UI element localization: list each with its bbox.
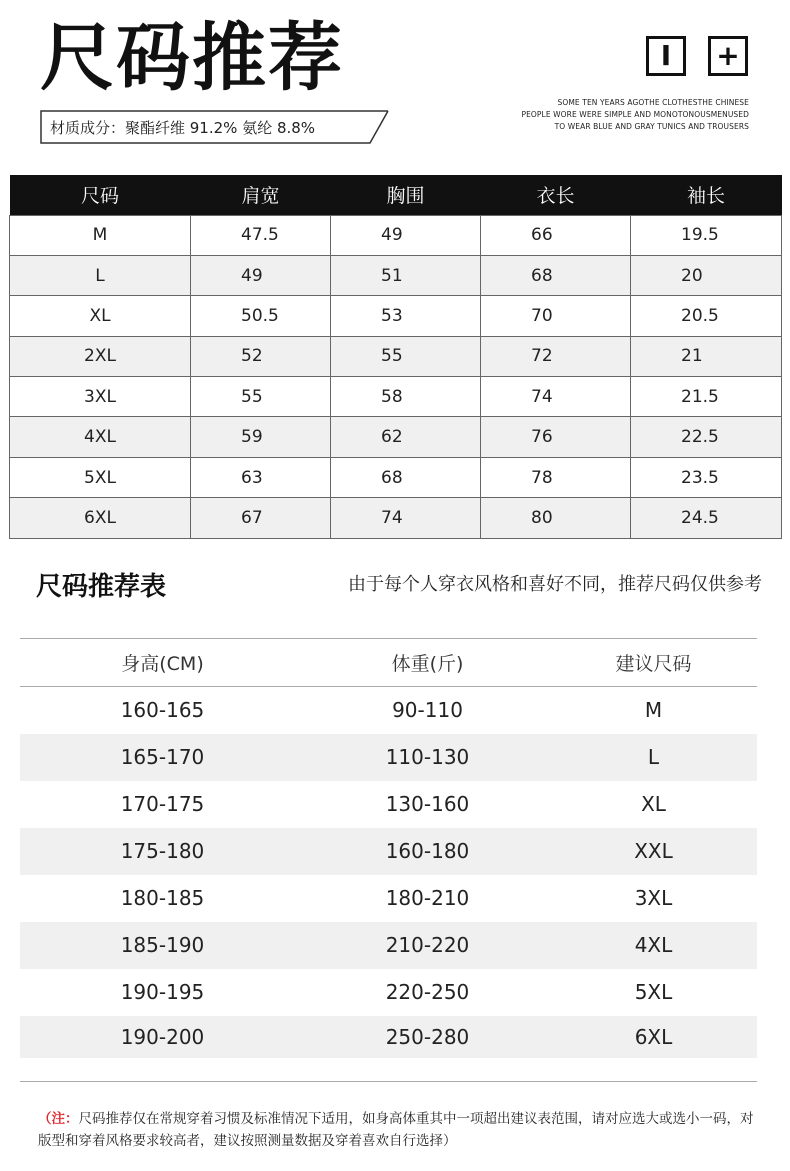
size-cell: 3XL (634, 886, 673, 910)
header-cell: 衣长 (481, 175, 631, 215)
shoulder-cell: 59 (191, 417, 331, 457)
chest-cell: 58 (331, 377, 481, 417)
table-row (10, 215, 782, 255)
table-row (20, 734, 757, 781)
size-cell: 4XL (550, 922, 757, 969)
plus-icon: + (708, 36, 748, 76)
header-cell: 袖长 (631, 175, 782, 215)
header-cell: 体重(斤) (305, 639, 550, 687)
shoulder-cell: 49 (191, 255, 331, 295)
header-cell: 建议尺码 (550, 639, 757, 687)
height-cell: 185-190 (20, 922, 305, 969)
recommend-table-header (20, 639, 757, 687)
height-cell: 160-165 (120, 698, 205, 723)
size-cell: 5XL (10, 457, 191, 497)
material-text: 材质成分：聚酯纤维 91.2% 氨纶 8.8% (50, 119, 316, 137)
length-cell: 78 (481, 457, 631, 497)
table-row (20, 687, 757, 734)
tagline (509, 97, 749, 133)
size-cell: 5XL (634, 980, 673, 1004)
tagline-line: PEOPLE WORE WERE SIMPLE AND MONOTONOUSMENUSED (521, 110, 749, 119)
weight-cell: 250-280 (305, 1016, 550, 1058)
table-row (10, 255, 782, 295)
size-cell: 6XL (10, 498, 191, 538)
size-cell: 3XL (10, 377, 191, 417)
weight-cell: 210-220 (305, 922, 550, 969)
table-row (20, 875, 757, 922)
shoulder-cell: 67 (191, 498, 331, 538)
shoulder-cell: 63 (191, 457, 331, 497)
sleeve-cell: 24.5 (631, 498, 782, 538)
table-row (10, 296, 782, 336)
height-cell: 180-185 (120, 886, 205, 910)
table-row (20, 922, 757, 969)
size-cell: XXL (550, 828, 757, 875)
sleeve-cell: 22.5 (631, 417, 782, 457)
table-row (10, 457, 782, 497)
material-label (40, 110, 390, 144)
header-cell: 胸围 (331, 175, 481, 215)
height-cell: 170-175 (120, 792, 205, 816)
length-cell: 70 (481, 296, 631, 336)
height-cell: 190-200 (20, 1016, 305, 1058)
chest-cell: 49 (331, 215, 481, 255)
footnote-text: 尺码推荐仅在常规穿着习惯及标准情况下适用，如身高体重其中一项超出建议表范围，请对应选大或选小一码，对版型和穿着风格要求较高者，建议按照测量数据及穿着喜欢自行选择） (38, 1111, 754, 1149)
size-cell: L (10, 255, 191, 295)
size-cell: 4XL (10, 417, 191, 457)
sleeve-cell: 19.5 (631, 215, 782, 255)
size-cell: 2XL (10, 336, 191, 376)
length-cell: 72 (481, 336, 631, 376)
length-cell: 68 (481, 255, 631, 295)
size-cell: L (550, 734, 757, 781)
size-cell: XL (641, 792, 666, 816)
size-cell: XL (10, 296, 191, 336)
weight-cell: 160-180 (305, 828, 550, 875)
table-row (20, 828, 757, 875)
table-row (10, 498, 782, 538)
sleeve-cell: 20 (631, 255, 782, 295)
length-cell: 80 (481, 498, 631, 538)
chest-cell: 74 (331, 498, 481, 538)
size-table (9, 175, 782, 539)
header-cell: 身高(CM) (20, 639, 305, 687)
recommend-note: 由于每个人穿衣风格和喜好不同，推荐尺码仅供参考 (348, 574, 762, 595)
height-cell: 165-170 (20, 734, 305, 781)
sleeve-cell: 20.5 (631, 296, 782, 336)
i-icon: I (646, 36, 686, 76)
shoulder-cell: 50.5 (191, 296, 331, 336)
shoulder-cell: 52 (191, 336, 331, 376)
chest-cell: 53 (331, 296, 481, 336)
table-spacer (20, 1058, 757, 1082)
tagline-line: SOME TEN YEARS AGOTHE CLOTHESTHE CHINESE (557, 98, 749, 107)
weight-cell: 90-110 (392, 698, 463, 723)
chest-cell: 51 (331, 255, 481, 295)
chest-cell: 68 (331, 457, 481, 497)
chest-cell: 55 (331, 336, 481, 376)
tagline-line: TO WEAR BLUE AND GRAY TUNICS AND TROUSERS (554, 122, 749, 131)
size-cell: M (644, 698, 663, 723)
table-row (10, 417, 782, 457)
table-row (20, 969, 757, 1016)
table-row (20, 781, 757, 828)
sleeve-cell: 23.5 (631, 457, 782, 497)
chest-cell: 62 (331, 417, 481, 457)
table-row (10, 377, 782, 417)
header-cell: 尺码 (10, 175, 191, 215)
sleeve-cell: 21 (631, 336, 782, 376)
size-table-header (10, 175, 782, 215)
recommend-table (20, 638, 757, 1082)
length-cell: 66 (481, 215, 631, 255)
size-cell: M (10, 215, 191, 255)
height-cell: 175-180 (20, 828, 305, 875)
shoulder-cell: 47.5 (191, 215, 331, 255)
header-cell: 肩宽 (191, 175, 331, 215)
weight-cell: 110-130 (305, 734, 550, 781)
size-cell: 6XL (550, 1016, 757, 1058)
length-cell: 74 (481, 377, 631, 417)
table-row (10, 336, 782, 376)
weight-cell: 220-250 (385, 980, 470, 1004)
sleeve-cell: 21.5 (631, 377, 782, 417)
weight-cell: 130-160 (385, 792, 470, 816)
shoulder-cell: 55 (191, 377, 331, 417)
footnote-prefix: （注： (38, 1111, 79, 1127)
page-title: 尺码推荐 (40, 15, 344, 101)
weight-cell: 180-210 (385, 886, 470, 910)
footnote (38, 1108, 758, 1152)
length-cell: 76 (481, 417, 631, 457)
recommend-title: 尺码推荐表 (36, 572, 167, 602)
table-row (20, 1016, 757, 1058)
height-cell: 190-195 (120, 980, 205, 1004)
